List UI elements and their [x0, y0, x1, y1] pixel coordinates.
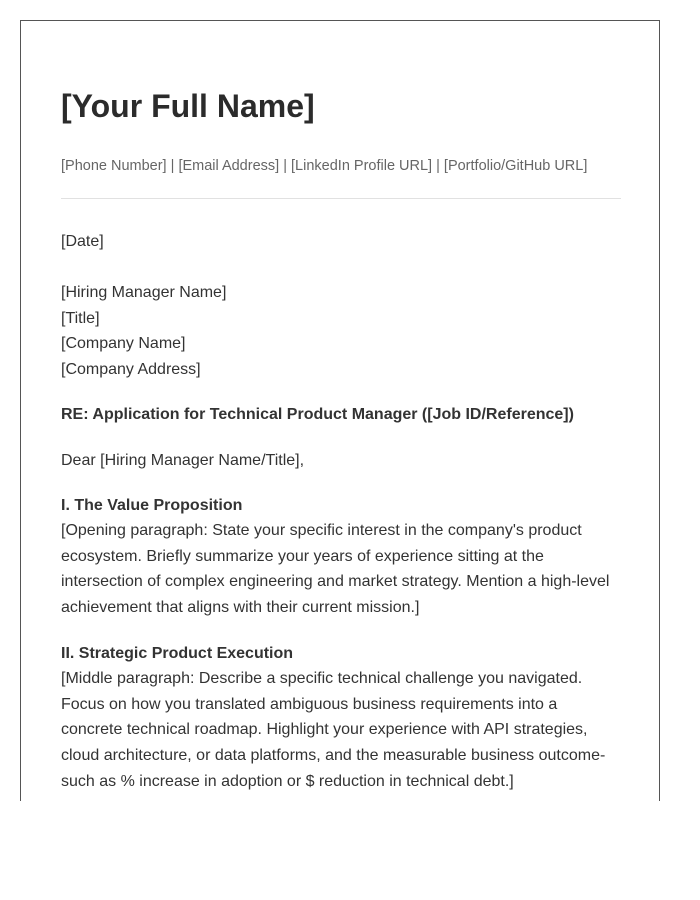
recipient-company: [Company Name]	[61, 335, 186, 353]
section-value-proposition	[61, 493, 621, 621]
section-heading: I. The Value Proposition	[61, 497, 243, 514]
contact-linkedin: [LinkedIn Profile URL]	[291, 158, 433, 174]
contact-portfolio: [Portfolio/GitHub URL]	[443, 158, 588, 174]
section-paragraph: [Opening paragraph: State your specific interest in the company's product ecosystem. Briefly summarize your years of experience sitting at the intersection of complex engineering and market strategy. Mention a high-level achievement that aligns with their current mission.]	[61, 522, 610, 617]
recipient-block	[61, 280, 226, 382]
section-heading: II. Strategic Product Execution	[61, 645, 294, 662]
header-divider	[61, 198, 621, 199]
applicant-name: [Your Full Name]	[61, 88, 315, 124]
letter-date: [Date]	[61, 233, 104, 250]
contact-phone: [Phone Number]	[61, 158, 167, 174]
section-paragraph: [Middle paragraph: Describe a specific technical challenge you navigated. Focus on how you translated ambiguous business requirements into a concrete technical roadmap. Highlight your experience with API strategies, cloud architecture, or data platforms, and the measurable business outcome-such as % increase in adoption or $ reduction in technical debt.]	[61, 670, 606, 790]
contact-separator: |	[436, 158, 440, 174]
recipient-address: [Company Address]	[61, 360, 201, 378]
contact-line	[61, 157, 587, 175]
letter-page	[20, 20, 660, 801]
contact-separator: |	[170, 158, 175, 174]
contact-separator: |	[283, 158, 287, 174]
section-strategic-execution	[61, 641, 621, 795]
salutation: Dear [Hiring Manager Name/Title],	[61, 452, 305, 469]
contact-email: [Email Address]	[178, 158, 280, 174]
recipient-name: [Hiring Manager Name]	[61, 284, 227, 301]
subject-line: RE: Application for Technical Product Manager ([Job ID/Reference])	[61, 406, 574, 423]
recipient-title: [Title]	[61, 309, 100, 327]
